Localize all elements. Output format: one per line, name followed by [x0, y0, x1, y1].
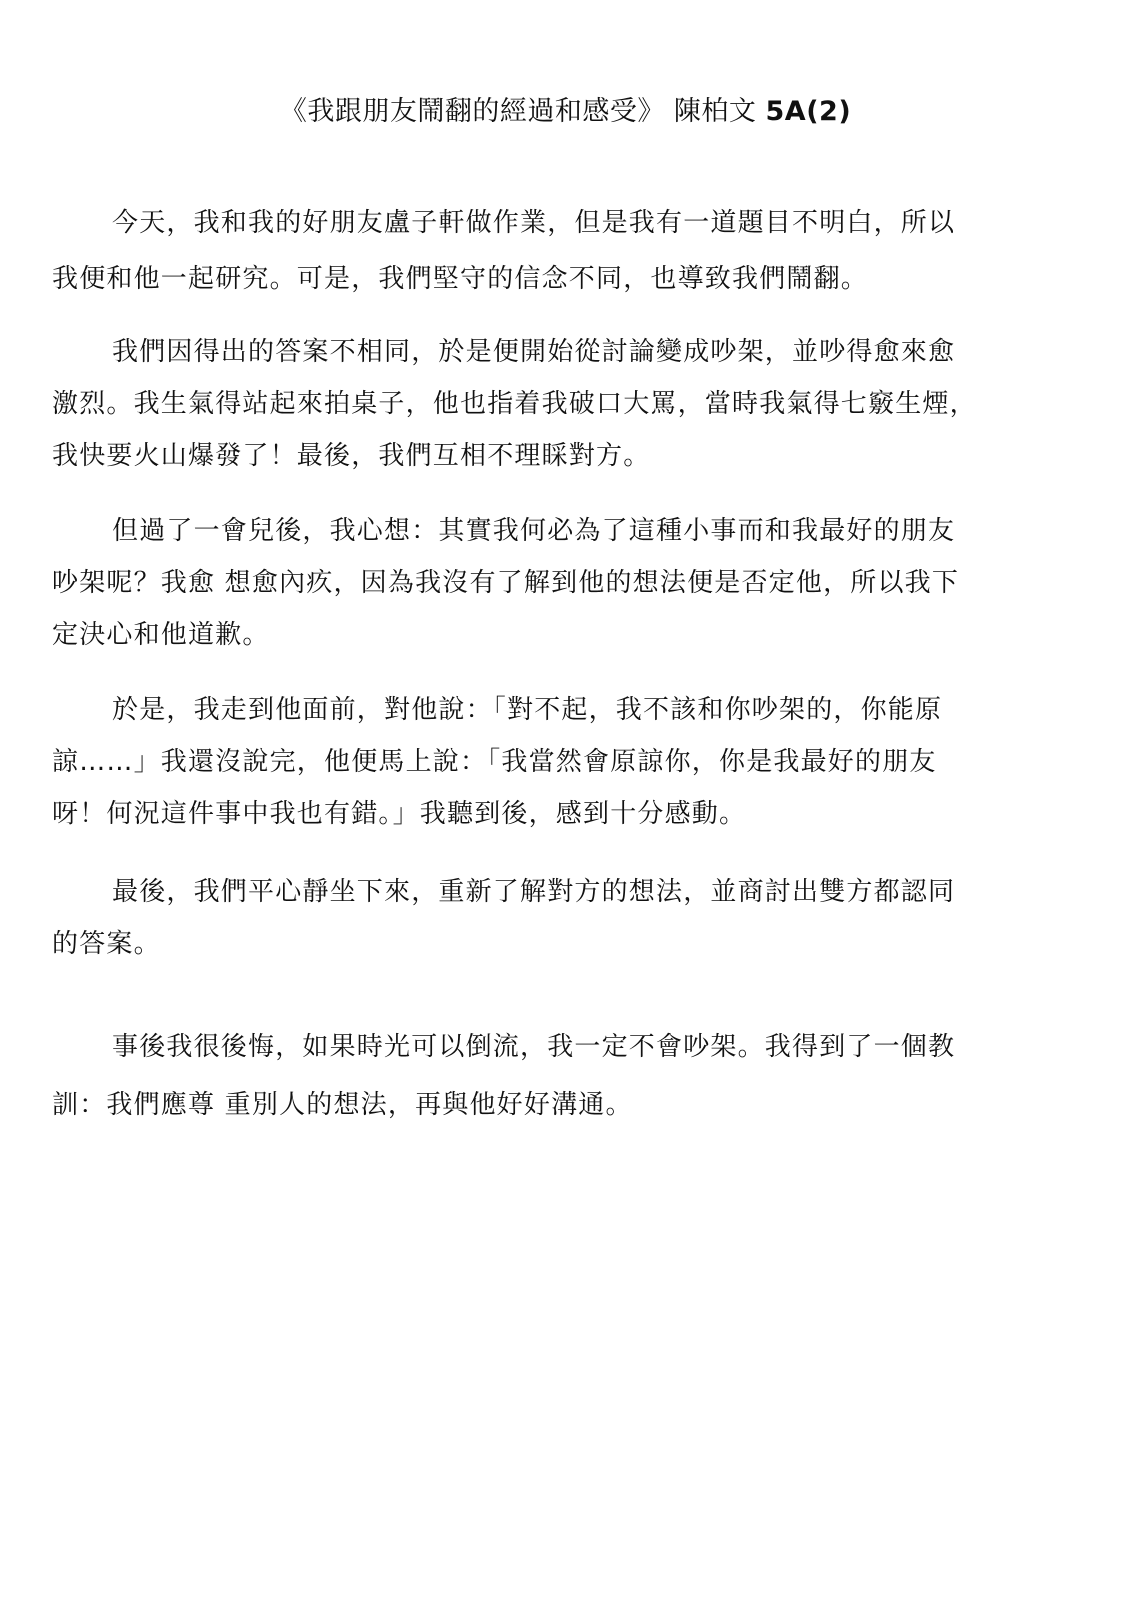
paragraph-line: 今天，我和我的好朋友盧子軒做作業，但是我有一道題目不明白，所以 [112, 208, 956, 238]
paragraph-line: 吵架呢？我愈 想愈內疚，因為我沒有了解到他的想法便是否定他，所以我下 [52, 568, 960, 598]
paragraph-2 [52, 326, 1072, 482]
title-text: 《我跟朋友鬧翻的經過和感受》 陳柏文 [279, 96, 757, 127]
paragraph-6 [52, 1018, 1072, 1134]
paragraph-3 [52, 505, 1072, 661]
paragraph-1 [52, 195, 1072, 307]
paragraph-line: 激烈。我生氣得站起來拍桌子，他也指着我破口大罵，當時我氣得七竅生煙， [52, 389, 977, 419]
paragraph-line: 最後，我們平心靜坐下來，重新了解對方的想法，並商討出雙方都認同 [112, 877, 956, 907]
paragraph-line: 呀！何況這件事中我也有錯。」我聽到後，感到十分感動。 [52, 799, 747, 829]
paragraph-5 [52, 866, 1072, 970]
paragraph-line: 的答案。 [52, 929, 161, 959]
paragraph-line: 事後我很後悔，如果時光可以倒流，我一定不會吵架。我得到了一個教 [112, 1032, 956, 1062]
paragraph-line: 諒……」我還沒說完，他便馬上說：「我當然會原諒你，你是我最好的朋友 [52, 747, 937, 777]
paragraph-line: 我快要火山爆發了！最後，我們互相不理睬對方。 [52, 441, 651, 471]
essay-title [0, 92, 1131, 132]
paragraph-line: 訓：我們應尊 重別人的想法，再與他好好溝通。 [52, 1090, 633, 1120]
paragraph-line: 我們因得出的答案不相同，於是便開始從討論變成吵架，並吵得愈來愈 [112, 337, 956, 367]
paragraph-line: 我便和他一起研究。可是，我們堅守的信念不同，也導致我們鬧翻。 [52, 264, 869, 294]
paragraph-line: 但過了一會兒後，我心想：其實我何必為了這種小事而和我最好的朋友 [112, 516, 956, 546]
paragraph-4 [52, 684, 1072, 840]
class-label: 5A(2) [765, 96, 852, 127]
paragraph-line: 定決心和他道歉。 [52, 620, 270, 650]
paragraph-line: 於是，我走到他面前，對他說：「對不起，我不該和你吵架的，你能原 [112, 695, 943, 725]
